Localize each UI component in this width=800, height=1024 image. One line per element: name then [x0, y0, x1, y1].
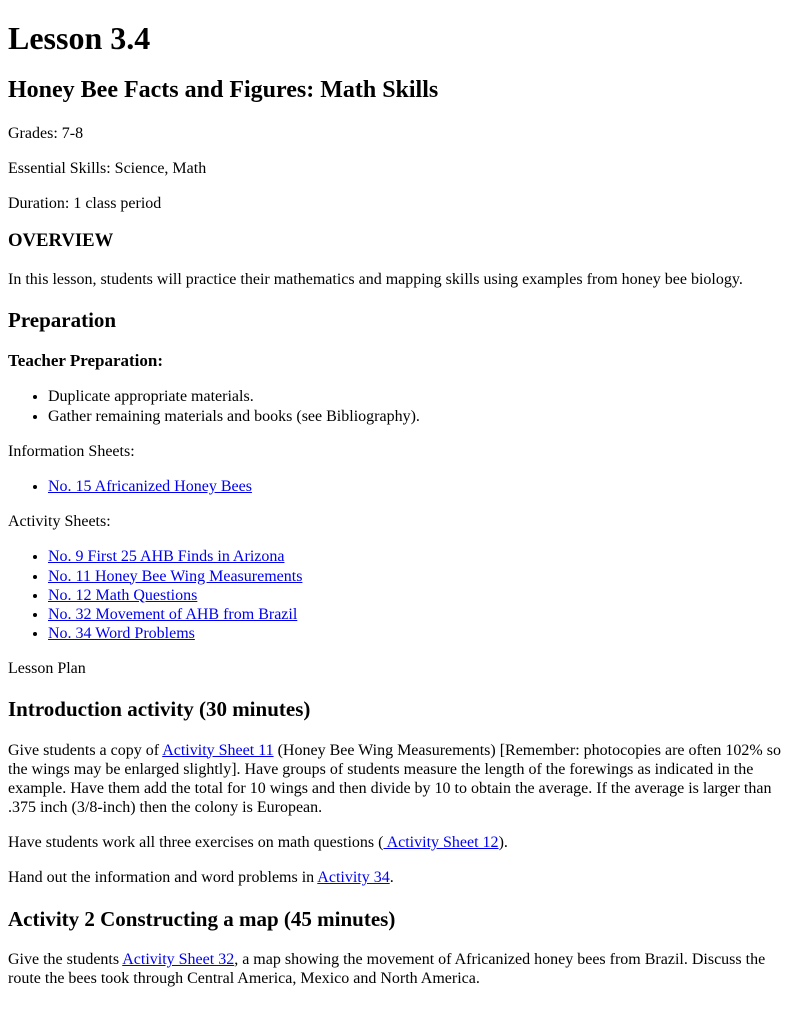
link-activity-sheet-32-inline[interactable]: Activity Sheet 32	[122, 950, 235, 968]
link-info-sheet-15[interactable]: No. 15 Africanized Honey Bees	[48, 477, 252, 495]
list-item	[48, 624, 792, 643]
list-item: • Duplicate appropriate materials.	[48, 387, 792, 406]
activity-2-heading: Activity 2 Constructing a map (45 minutes)	[8, 906, 396, 931]
teacher-preparation-heading: Teacher Preparation:	[8, 350, 164, 370]
introduction-activity-para-2	[8, 833, 792, 852]
link-activity-sheet-32[interactable]: No. 32 Movement of AHB from Brazil	[48, 605, 298, 623]
link-activity-sheet-11-inline[interactable]: Activity Sheet 11	[162, 741, 274, 759]
meta-grades: Grades: 7-8	[8, 124, 84, 142]
text-segment: .	[389, 869, 394, 887]
lesson-plan-label: Lesson Plan	[8, 660, 86, 678]
activity-2-para	[8, 950, 792, 988]
text-segment: (Honey Bee Wing Measurements) [Remember: photocopies are often 102% so the wings may be enlarged slightly]. Have groups of students measure the length of the forewings as indicated in the example. Have them add the total for 10 wings and then divide by 10 to obtain the average. If the average is larger than .375 inch (3/8-inch) then the colony is European.	[8, 741, 781, 817]
list-item: • Gather remaining materials and books (see Bibliography).	[48, 407, 792, 426]
overview-heading: OVERVIEW	[8, 230, 114, 252]
introduction-activity-heading: Introduction activity (30 minutes)	[8, 697, 311, 722]
link-activity-34-inline[interactable]: Activity 34	[317, 869, 390, 887]
introduction-activity-para-3	[8, 868, 792, 887]
link-activity-sheet-11[interactable]: No. 11 Honey Bee Wing Measurements	[48, 567, 303, 585]
link-activity-sheet-12[interactable]: No. 12 Math Questions	[48, 586, 198, 604]
overview-body: In this lesson, students will practice their mathematics and mapping skills using examples from honey bee biology.	[8, 270, 743, 288]
lesson-subtitle: Honey Bee Facts and Figures: Math Skills	[8, 77, 439, 104]
list-item	[48, 477, 792, 496]
teacher-preparation-list	[8, 387, 792, 425]
text-segment: , a map showing the movement of Africanized honey bees from Brazil. Discuss the route the bees took through Central America, Mexico and North America.	[8, 950, 766, 987]
text-segment: Give the students	[8, 950, 123, 968]
page-title: Lesson 3.4	[8, 20, 151, 56]
link-activity-sheet-34[interactable]: No. 34 Word Problems	[48, 625, 195, 643]
meta-duration: Duration: 1 class period	[8, 194, 162, 212]
information-sheets-label: Information Sheets:	[8, 442, 135, 460]
list-item	[48, 567, 792, 586]
list-item	[48, 586, 792, 605]
information-sheets-list	[8, 477, 792, 496]
list-item	[48, 547, 792, 566]
text-segment: ).	[498, 834, 508, 852]
list-item	[48, 605, 792, 624]
introduction-activity-para-1	[8, 741, 792, 818]
activity-sheets-label: Activity Sheets:	[8, 513, 111, 531]
link-activity-sheet-12-inline[interactable]: Activity Sheet 12	[383, 834, 499, 852]
text-segment: Have students work all three exercises on math questions (	[8, 834, 384, 852]
text-segment: Give students a copy of	[8, 741, 163, 759]
link-activity-sheet-9[interactable]: No. 9 First 25 AHB Finds in Arizona	[48, 548, 285, 566]
text-segment: Hand out the information and word problems in	[8, 869, 318, 887]
meta-essential-skills: Essential Skills: Science, Math	[8, 159, 207, 177]
preparation-heading: Preparation	[8, 307, 117, 332]
activity-sheets-list	[8, 547, 792, 643]
